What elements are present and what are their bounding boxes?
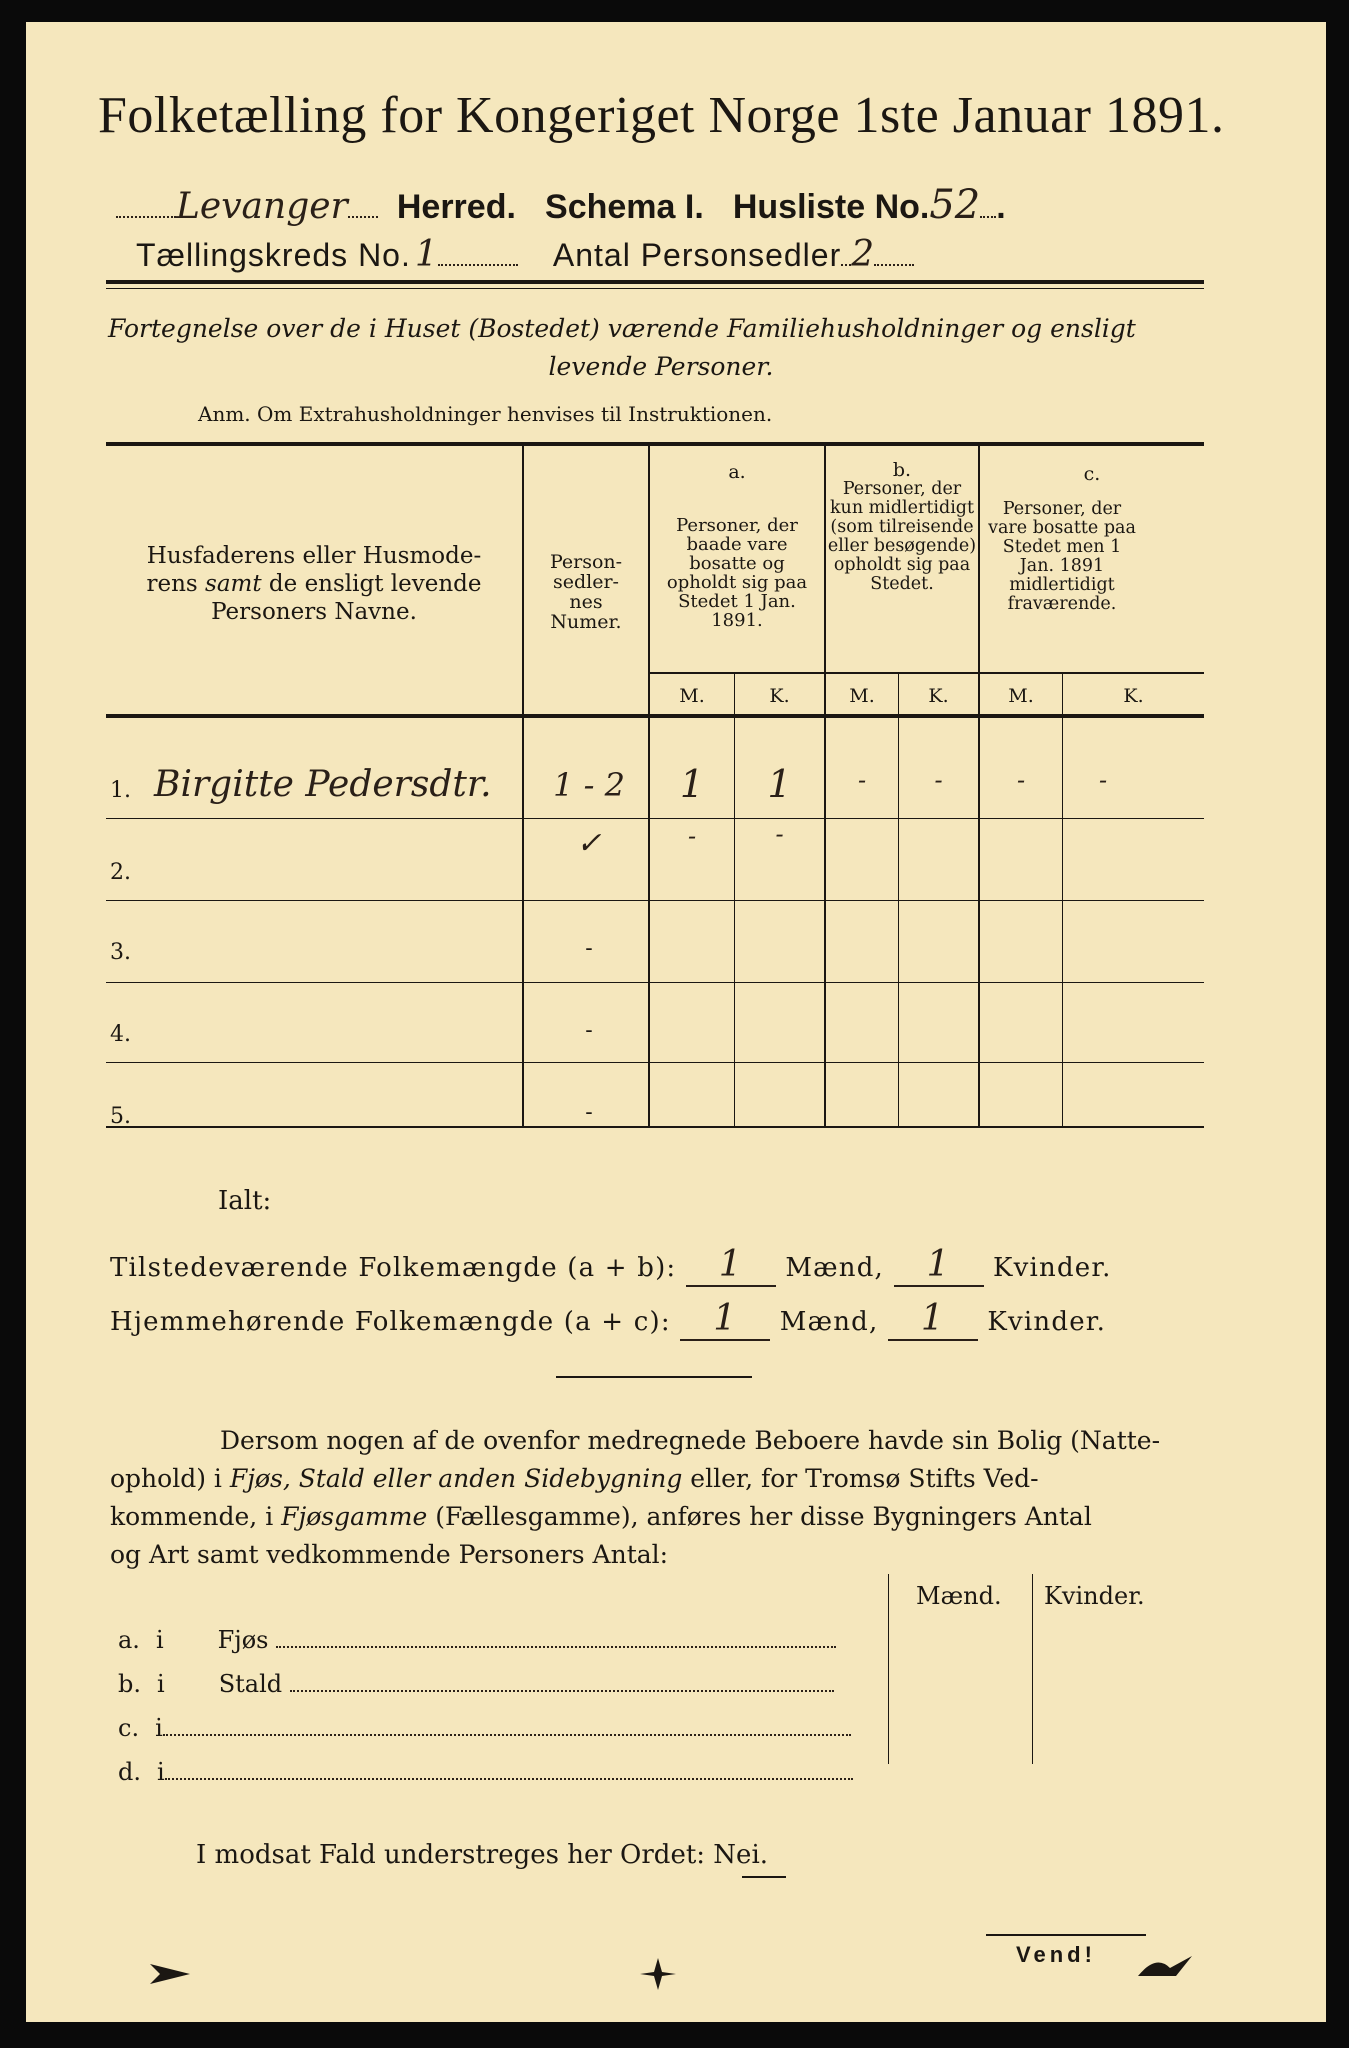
row-c-m: - xyxy=(1016,766,1026,794)
buildings-kvinder-header: Kvinder. xyxy=(1044,1582,1145,1610)
form-title: Folketælling for Kongeriget Norge 1ste Januar 1891. xyxy=(98,87,1225,144)
row-number: 2. xyxy=(110,860,131,885)
ialt-label: Ialt: xyxy=(218,1186,272,1216)
row-sep-2 xyxy=(106,900,1204,901)
header-rule xyxy=(106,280,1204,284)
buildings-divider-1 xyxy=(888,1574,889,1764)
table-top-rule xyxy=(106,442,1204,446)
antal-label: Antal Personsedler xyxy=(552,237,842,273)
row-number: 5. xyxy=(110,1104,131,1129)
arrow-mark-icon xyxy=(146,1958,194,1988)
col-c-m: M. xyxy=(1008,685,1034,707)
row-a-k: - xyxy=(775,820,784,848)
footer-note: I modsat Fald understreges her Ordet: Nei. xyxy=(196,1840,769,1870)
row-numer: - xyxy=(585,1100,593,1125)
husliste-value: 52 xyxy=(929,182,981,228)
col-c-k: K. xyxy=(1123,685,1144,707)
row-numer: 1 - 2 xyxy=(553,766,625,804)
row-numer: - xyxy=(585,936,593,961)
row-b-k: - xyxy=(934,766,943,794)
separator-rule xyxy=(556,1376,752,1378)
table-bottom-rule xyxy=(106,1126,1204,1128)
col-a-k: K. xyxy=(769,685,790,707)
col-header-numer: Person- sedler- nes Numer. xyxy=(549,551,623,633)
building-row-a: a. i Fjøs xyxy=(118,1626,878,1654)
subtitle-line2: levende Personer. xyxy=(548,352,774,381)
kreds-line xyxy=(136,234,914,278)
subtitle-line1: Fortegnelse over de i Huset (Bostedet) værende Familiehusholdninger og ensligt xyxy=(108,314,1136,343)
row-b-m: - xyxy=(857,766,867,794)
antal-value: 2 xyxy=(851,234,875,275)
tilstede-kvinder-label: Kvinder. xyxy=(992,1253,1112,1283)
row-sep-3 xyxy=(106,982,1204,983)
row-numer: ✓ xyxy=(576,826,602,861)
row-number: 4. xyxy=(110,1022,131,1047)
flourish-mark-icon xyxy=(1136,1946,1196,1986)
col-c-text: Personer, der vare bosatte paa Stedet men 1 Jan. 1891 midlertidigt fraværende. xyxy=(988,499,1136,614)
hjemme-line xyxy=(110,1298,1106,1341)
col-a-letter: a. xyxy=(728,461,746,483)
tilstede-kvinder-value: 1 xyxy=(926,1244,951,1285)
col-a-m: M. xyxy=(679,685,705,707)
row-sep-1 xyxy=(106,818,1204,819)
col-c-letter: c. xyxy=(1083,463,1101,485)
row-number: 1. xyxy=(110,778,131,803)
star-mark-icon xyxy=(638,1956,678,1992)
table-header-rule xyxy=(106,714,1204,718)
col-a-text: Personer, der baade vare bosatte og opholdt sig paa Stedet 1 Jan. 1891. xyxy=(666,515,808,631)
tilstede-line xyxy=(110,1244,1112,1287)
col-b-text: Personer, der kun midlertidigt (som tilreisende eller besøgende) opholdt sig paa Stedet. xyxy=(827,479,977,594)
herred-label: Herred. xyxy=(396,188,516,226)
row-a-k: 1 xyxy=(767,762,792,806)
kreds-value: 1 xyxy=(414,234,438,275)
hjemme-kvinder-label: Kvinder. xyxy=(987,1307,1107,1337)
hjemme-maend-value: 1 xyxy=(713,1298,738,1339)
row-sep-4 xyxy=(106,1062,1204,1063)
tilstede-maend-label: Mænd, xyxy=(785,1253,885,1283)
herred-line: Levanger Herred. Schema I. Husliste No.52 . xyxy=(116,182,1216,228)
anm-note: Anm. Om Extrahusholdninger henvises til Instruktionen. xyxy=(198,402,773,426)
mk-rule xyxy=(648,672,1204,674)
col-divider-1 xyxy=(522,446,524,1128)
row-c-k: - xyxy=(1098,766,1108,794)
row-a-m: 1 xyxy=(679,762,705,806)
row-numer: - xyxy=(585,1018,593,1043)
hjemme-label: Hjemmehørende Folkemængde (a + c): xyxy=(110,1307,671,1337)
kreds-label: Tællingskreds No. xyxy=(136,237,411,273)
col-b-k: K. xyxy=(928,685,949,707)
row-name: Birgitte Pedersdtr. xyxy=(154,764,492,805)
hjemme-kvinder-value: 1 xyxy=(920,1298,945,1339)
husliste-label: Husliste No. xyxy=(732,188,930,226)
hjemme-maend-label: Mænd, xyxy=(779,1307,879,1337)
col-b-letter: b. xyxy=(892,459,912,481)
buildings-maend-header: Mænd. xyxy=(916,1582,1002,1610)
vend-rule xyxy=(986,1934,1146,1936)
tilstede-label: Tilstedeværende Folkemængde (a + b): xyxy=(110,1253,677,1283)
row-a-m: - xyxy=(687,822,697,850)
row-number: 3. xyxy=(110,940,131,965)
buildings-divider-2 xyxy=(1032,1574,1033,1764)
schema-label: Schema I. xyxy=(545,188,704,226)
building-row-b: b. i Stald xyxy=(118,1670,878,1698)
herred-value: Levanger xyxy=(176,186,348,227)
col-header-name: Husfaderens eller Husmode- rens samt de ensligt levende Personers Navne. xyxy=(146,543,482,625)
census-form xyxy=(26,22,1326,2022)
building-row-c: c. i xyxy=(118,1714,878,1742)
tilstede-maend-value: 1 xyxy=(718,1244,743,1285)
vend-label: Vend! xyxy=(1016,1942,1096,1967)
building-row-d: d. i xyxy=(118,1758,878,1786)
nei-underline xyxy=(742,1876,786,1878)
instruction-paragraph: Dersom nogen af de ovenfor medregnede Beboere havde sin Bolig (Natte- ophold) i Fjøs, Stald eller anden Sidebygning eller, for Tromsø Stifts Ved- kommende, i Fjøsgamme (Fællesgamme), anføres her disse Bygningers Antal og Art samt vedkommende Personers Antal: xyxy=(110,1426,1161,1569)
col-b-m: M. xyxy=(849,685,875,707)
header-rule-thin xyxy=(106,288,1204,289)
